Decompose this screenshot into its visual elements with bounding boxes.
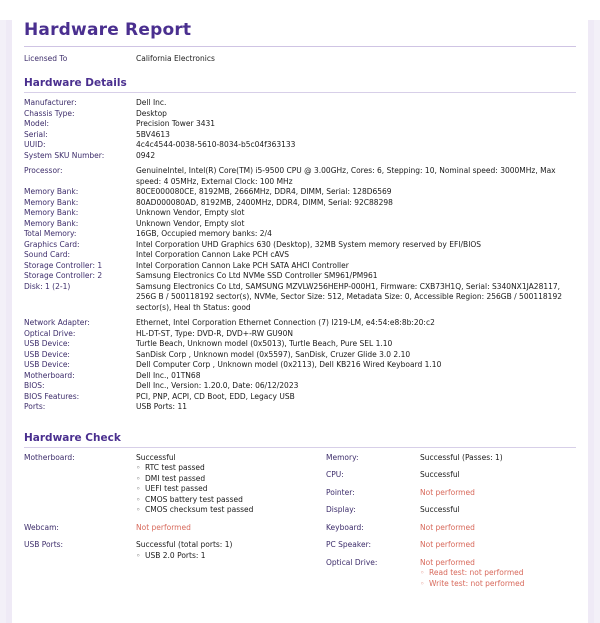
hardware-check-columns xyxy=(24,453,576,597)
check-status: Not performed xyxy=(420,522,475,532)
detail-row xyxy=(24,229,576,240)
detail-value: Ethernet, Intel Corporation Ethernet Connection (7) I219-LM, e4:54:e8:8b:20:c2 xyxy=(136,318,435,327)
detail-value: Dell Computer Corp , Unknown model (0x2113), Dell KB216 Wired Keyboard 1.10 xyxy=(136,360,442,369)
check-spacer xyxy=(24,533,326,540)
check-item xyxy=(326,453,576,471)
detail-row xyxy=(24,392,576,403)
check-sub-item: ◦ CMOS checksum test passed xyxy=(136,505,326,516)
check-item xyxy=(24,523,326,541)
detail-value: Samsung Electronics Co Ltd NVMe SSD Controller SM961/PM961 xyxy=(136,271,378,280)
check-spacer xyxy=(326,533,576,540)
check-spacer xyxy=(326,481,576,488)
detail-row xyxy=(24,329,576,340)
hardware-check-left-column xyxy=(24,453,326,597)
detail-value: PCI, PNP, ACPI, CD Boot, EDD, Legacy USB xyxy=(136,391,295,401)
detail-row xyxy=(24,350,576,361)
licensed-to-label: Licensed To xyxy=(24,54,68,63)
detail-row xyxy=(24,140,576,151)
detail-value: GenuineIntel, Intel(R) Core(TM) i5-9500 CPU @ 3.00GHz, Cores: 6, Stepping: 10, Nominal speed: 3000MHz, Max speed: 4 05MHz, External Clock: 100 MHz xyxy=(136,166,556,186)
detail-row xyxy=(24,360,576,371)
detail-value: Dell Inc. xyxy=(136,98,167,107)
check-label: CPU: xyxy=(326,470,344,479)
check-status: Successful (total ports: 1) xyxy=(136,540,233,549)
check-item xyxy=(326,523,576,541)
check-item xyxy=(326,470,576,488)
check-sub-item: ◦ USB 2.0 Ports: 1 xyxy=(136,551,326,562)
detail-row xyxy=(24,119,576,130)
check-item xyxy=(326,505,576,523)
detail-label: USB Device: xyxy=(24,349,70,359)
check-spacer xyxy=(326,463,576,470)
check-sub-list xyxy=(420,568,576,589)
detail-row xyxy=(24,271,576,282)
detail-label: Memory Bank: xyxy=(24,187,79,196)
page-right-edge xyxy=(588,20,594,623)
check-sub-item: ◦ RTC test passed xyxy=(136,463,326,474)
check-sub-item: ◦ DMI test passed xyxy=(136,474,326,485)
detail-value: 80AD000080AD, 8192MB, 2400MHz, DDR4, DIMM, Serial: 92C88298 xyxy=(136,197,393,207)
check-label: Display: xyxy=(326,505,356,514)
detail-row xyxy=(24,381,576,392)
detail-row xyxy=(24,282,576,314)
check-sub-cell xyxy=(136,551,326,562)
check-sub-list xyxy=(136,463,326,516)
check-item xyxy=(326,558,576,597)
detail-label: Processor: xyxy=(24,166,63,175)
detail-row xyxy=(24,198,576,209)
hardware-details-list xyxy=(24,98,576,418)
detail-row xyxy=(24,98,576,109)
detail-row xyxy=(24,318,576,329)
detail-value: 16GB, Occupied memory banks: 2/4 xyxy=(136,229,272,238)
detail-row xyxy=(24,109,576,120)
check-sub-item: ◦ Write test: not performed xyxy=(420,579,576,590)
licensed-to-row xyxy=(24,54,576,63)
licensed-to-value: California Electronics xyxy=(136,54,215,63)
detail-row xyxy=(24,151,576,162)
check-sub-item: ◦ Read test: not performed xyxy=(420,568,576,579)
check-item xyxy=(326,488,576,506)
detail-label: Memory Bank: xyxy=(24,197,79,207)
title-divider xyxy=(24,46,576,47)
detail-value: Intel Corporation Cannon Lake PCH SATA AHCI Controller xyxy=(136,260,349,270)
detail-label: USB Device: xyxy=(24,360,70,369)
check-label: Optical Drive: xyxy=(326,557,378,567)
detail-value: Desktop xyxy=(136,108,167,118)
detail-value: Samsung Electronics Co Ltd, SAMSUNG MZVLW256HEHP-000H1, Firmware: CXB73H1Q, Serial: S340NX1JA28117, 256G B / 500118192 sector(s), NVMe, Sector Size: 512, Metadata Size: 0, Accessible Region: 256GB / 500118192 sector(s), Heal th Status: good xyxy=(136,281,562,312)
check-status: Not performed xyxy=(420,540,475,549)
detail-label: System SKU Number: xyxy=(24,150,105,160)
detail-label: BIOS: xyxy=(24,381,45,390)
detail-label: Manufacturer: xyxy=(24,98,77,107)
detail-row xyxy=(24,130,576,141)
detail-row xyxy=(24,250,576,261)
page-left-edge xyxy=(6,20,12,623)
section-title-hardware-details: Hardware Details xyxy=(24,77,127,89)
detail-label: Ports: xyxy=(24,402,46,411)
detail-value: 0942 xyxy=(136,150,156,160)
detail-label: BIOS Features: xyxy=(24,391,80,401)
hardware-details-divider xyxy=(24,92,576,93)
detail-label: USB Device: xyxy=(24,339,70,348)
detail-label: Sound Card: xyxy=(24,250,71,259)
check-label: Pointer: xyxy=(326,487,355,497)
check-item xyxy=(24,540,326,568)
detail-value: Turtle Beach, Unknown model (0x5013), Turtle Beach, Pure SEL 1.10 xyxy=(136,339,393,348)
detail-label: Network Adapter: xyxy=(24,318,90,327)
detail-label: Motherboard: xyxy=(24,370,75,380)
detail-value: SanDisk Corp , Unknown model (0x5597), SanDisk, Cruzer Glide 3.0 2.10 xyxy=(136,349,411,359)
page-title: Hardware Report xyxy=(24,20,192,40)
hardware-check-divider xyxy=(24,447,576,448)
detail-value: Intel Corporation UHD Graphics 630 (Desktop), 32MB System memory reserved by EFI/BIOS xyxy=(136,239,482,249)
detail-value: 5BV4613 xyxy=(136,129,170,139)
detail-row xyxy=(24,240,576,251)
check-label: Keyboard: xyxy=(326,522,364,532)
detail-label: Memory Bank: xyxy=(24,208,79,217)
detail-row xyxy=(24,261,576,272)
detail-value: HL-DT-ST, Type: DVD-R, DVD+-RW GU90N xyxy=(136,328,293,338)
detail-label: Chassis Type: xyxy=(24,108,75,118)
check-label: USB Ports: xyxy=(24,540,64,549)
check-status: Successful xyxy=(420,505,460,514)
detail-row xyxy=(24,166,576,187)
hardware-check-right-column xyxy=(326,453,576,597)
check-status: Successful xyxy=(420,470,460,479)
check-status: Not performed xyxy=(136,522,191,532)
detail-value: Unknown Vendor, Empty slot xyxy=(136,208,245,217)
detail-label: Optical Drive: xyxy=(24,328,76,338)
detail-row xyxy=(24,208,576,219)
report-page xyxy=(0,20,600,623)
detail-row xyxy=(24,219,576,230)
check-spacer xyxy=(326,551,576,558)
check-spacer xyxy=(326,589,576,596)
check-sub-item: ◦ CMOS battery test passed xyxy=(136,495,326,506)
check-item xyxy=(326,540,576,558)
detail-value: USB Ports: 11 xyxy=(136,402,188,411)
check-label: Motherboard: xyxy=(24,452,75,462)
detail-label: Disk: 1 (2-1) xyxy=(24,281,71,291)
detail-value: Intel Corporation Cannon Lake PCH cAVS xyxy=(136,250,290,259)
detail-row xyxy=(24,402,576,413)
check-status: Not performed xyxy=(420,487,475,497)
detail-row xyxy=(24,339,576,350)
section-title-hardware-check: Hardware Check xyxy=(24,431,121,444)
check-status: Not performed xyxy=(420,557,475,567)
page-bottom-edge xyxy=(12,613,588,623)
check-item xyxy=(24,453,326,523)
detail-label: Storage Controller: 1 xyxy=(24,260,103,270)
detail-value: Unknown Vendor, Empty slot xyxy=(136,218,245,228)
check-sub-cell xyxy=(420,568,576,589)
check-status: Successful (Passes: 1) xyxy=(420,452,503,462)
detail-label: Model: xyxy=(24,119,50,128)
check-spacer xyxy=(24,516,326,523)
check-sub-cell xyxy=(136,463,326,516)
detail-value: Dell Inc., 01TN68 xyxy=(136,370,201,380)
row-spacer xyxy=(24,413,576,418)
check-sub-list xyxy=(136,551,326,562)
detail-label: UUID: xyxy=(24,140,46,149)
detail-value: Dell Inc., Version: 1.20.0, Date: 06/12/2023 xyxy=(136,381,299,390)
detail-value: Precision Tower 3431 xyxy=(136,119,216,128)
detail-label: Graphics Card: xyxy=(24,239,80,249)
check-spacer xyxy=(326,516,576,523)
check-spacer xyxy=(326,498,576,505)
detail-label: Memory Bank: xyxy=(24,218,79,228)
check-spacer xyxy=(24,561,326,568)
detail-value: 80CE000080CE, 8192MB, 2666MHz, DDR4, DIMM, Serial: 128D6569 xyxy=(136,187,392,196)
check-label: PC Speaker: xyxy=(326,540,372,549)
check-label: Memory: xyxy=(326,452,359,462)
check-sub-item: ◦ UEFI test passed xyxy=(136,484,326,495)
check-label: Webcam: xyxy=(24,522,59,532)
detail-row xyxy=(24,187,576,198)
detail-label: Storage Controller: 2 xyxy=(24,271,103,280)
detail-row xyxy=(24,371,576,382)
detail-label: Total Memory: xyxy=(24,229,77,238)
detail-value: 4c4c4544-0038-5610-8034-b5c04f363133 xyxy=(136,140,296,149)
check-status: Successful xyxy=(136,452,176,462)
detail-label: Serial: xyxy=(24,129,48,139)
